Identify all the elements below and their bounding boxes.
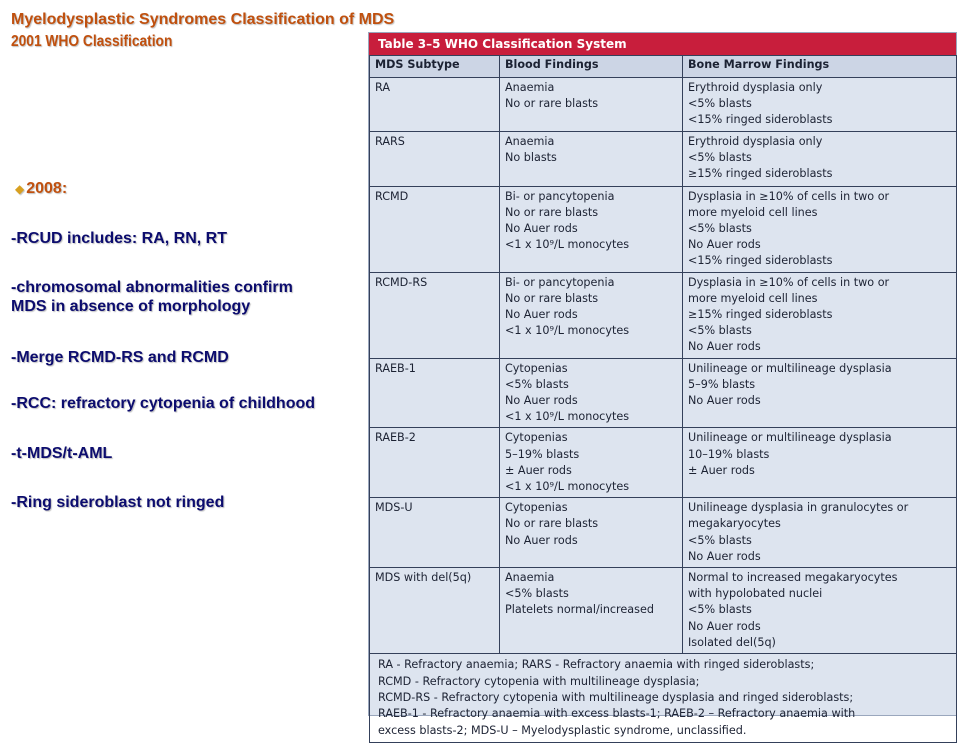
header-marrow: Bone Marrow Findings [683, 56, 957, 78]
blood-finding-line: Anaemia [505, 134, 555, 148]
note-item: -chromosomal abnormalities confirm [11, 279, 293, 296]
marrow-finding-line: <5% blasts [688, 222, 752, 236]
cell-blood-findings [500, 272, 683, 358]
marrow-finding-line: Unilineage dysplasia in granulocytes or [688, 501, 909, 515]
blood-finding-line: No or rare blasts [505, 517, 599, 531]
marrow-finding-line: <5% blasts [688, 324, 752, 338]
table-row [370, 186, 957, 272]
note-item: MDS in absence of morphology [11, 298, 251, 315]
blood-finding-line: Cytopenias [505, 431, 568, 445]
marrow-finding-line: 10–19% blasts [688, 447, 770, 461]
slide-title: Myelodysplastic Syndromes Classification of MDS [11, 11, 395, 28]
marrow-finding-line: 5–9% blasts [688, 377, 756, 391]
cell-blood-findings [500, 568, 683, 654]
slide-subtitle: 2001 WHO Classification [11, 33, 173, 50]
blood-finding-line: <1 x 10⁹/L monocytes [505, 324, 630, 338]
cell-marrow-findings [683, 498, 957, 568]
blood-finding-line: No Auer rods [505, 533, 578, 547]
blood-finding-line: Bi- or pancytopenia [505, 275, 615, 289]
cell-marrow-findings [683, 186, 957, 272]
marrow-finding-line: <5% blasts [688, 97, 752, 111]
blood-finding-line: Bi- or pancytopenia [505, 189, 615, 203]
cell-blood-findings [500, 498, 683, 568]
cell-marrow-findings [683, 568, 957, 654]
legend-line: RAEB-1 - Refractory anaemia with excess blasts-1; RAEB-2 – Refractory anaemia with [378, 707, 856, 721]
blood-finding-line: Cytopenias [505, 501, 568, 515]
marrow-finding-line: megakaryocytes [688, 517, 781, 531]
table-row [370, 78, 957, 132]
marrow-finding-line: Erythroid dysplasia only [688, 134, 823, 148]
blood-finding-line: ± Auer rods [505, 463, 572, 477]
blood-finding-line: <1 x 10⁹/L monocytes [505, 480, 630, 494]
cell-subtype: MDS-U [370, 498, 500, 568]
marrow-finding-line: ≥15% ringed sideroblasts [688, 308, 833, 322]
blood-finding-line: No Auer rods [505, 394, 578, 408]
blood-finding-line: <1 x 10⁹/L monocytes [505, 410, 630, 424]
blood-finding-line: No or rare blasts [505, 291, 599, 305]
header-blood: Blood Findings [500, 56, 683, 78]
note-item: -RCC: refractory cytopenia of childhood [11, 395, 316, 412]
cell-marrow-findings [683, 358, 957, 428]
marrow-finding-line: <15% ringed sideroblasts [688, 113, 833, 127]
cell-subtype: MDS with del(5q) [370, 568, 500, 654]
note-item: -Ring sideroblast not ringed [11, 494, 225, 511]
marrow-finding-line: Erythroid dysplasia only [688, 81, 823, 94]
marrow-finding-line: <5% blasts [688, 150, 752, 164]
cell-subtype: RARS [370, 131, 500, 186]
cell-blood-findings [500, 78, 683, 132]
marrow-finding-line: with hypolobated nuclei [688, 587, 823, 601]
cell-marrow-findings [683, 428, 957, 498]
cell-marrow-findings [683, 131, 957, 186]
marrow-finding-line: <5% blasts [688, 533, 752, 547]
marrow-finding-line: more myeloid cell lines [688, 291, 818, 305]
legend-line: RA - Refractory anaemia; RARS - Refractory anaemia with ringed sideroblasts; [378, 658, 815, 672]
marrow-finding-line: <5% blasts [688, 603, 752, 617]
marrow-finding-line: Normal to increased megakaryocytes [688, 571, 898, 585]
cell-marrow-findings [683, 78, 957, 132]
table-title: Table 3–5 WHO Classification System [369, 33, 956, 55]
marrow-finding-line: <15% ringed sideroblasts [688, 254, 833, 268]
blood-finding-line: Cytopenias [505, 361, 568, 375]
table-legend [370, 654, 957, 743]
marrow-finding-line: Isolated del(5q) [688, 635, 776, 649]
table-row [370, 498, 957, 568]
blood-finding-line: No or rare blasts [505, 205, 599, 219]
table-row [370, 428, 957, 498]
table-legend-row [370, 654, 957, 743]
blood-finding-line: No Auer rods [505, 308, 578, 322]
cell-subtype: RAEB-1 [370, 358, 500, 428]
table-row [370, 568, 957, 654]
blood-finding-line: No or rare blasts [505, 97, 599, 111]
blood-finding-line: Anaemia [505, 571, 555, 585]
legend-line: RCMD - Refractory cytopenia with multilineage dysplasia; [378, 674, 700, 688]
cell-subtype: RCMD [370, 186, 500, 272]
marrow-finding-line: No Auer rods [688, 340, 761, 354]
legend-line: excess blasts-2; MDS-U – Myelodysplastic syndrome, unclassified. [378, 723, 747, 737]
marrow-finding-line: ± Auer rods [688, 463, 755, 477]
blood-finding-line: <5% blasts [505, 587, 569, 601]
blood-finding-line: No blasts [505, 150, 557, 164]
who-table [369, 55, 957, 743]
cell-subtype: RCMD-RS [370, 272, 500, 358]
note-year [15, 180, 67, 198]
note-item: -Merge RCMD-RS and RCMD [11, 349, 229, 366]
cell-blood-findings [500, 428, 683, 498]
cell-blood-findings [500, 358, 683, 428]
legend-line: RCMD-RS - Refractory cytopenia with multilineage dysplasia and ringed sideroblasts; [378, 690, 854, 704]
blood-finding-line: 5–19% blasts [505, 447, 580, 461]
table-row [370, 272, 957, 358]
blood-finding-line: Platelets normal/increased [505, 603, 654, 617]
table-row [370, 358, 957, 428]
who-classification-table-image [368, 32, 957, 737]
cell-blood-findings [500, 186, 683, 272]
table-row [370, 131, 957, 186]
note-year-label: 2008: [26, 180, 68, 197]
blood-finding-line: Anaemia [505, 81, 555, 94]
cell-subtype: RAEB-2 [370, 428, 500, 498]
note-item: -RCUD includes: RA, RN, RT [11, 230, 227, 247]
blood-finding-line: No Auer rods [505, 222, 578, 236]
table-header-row [370, 56, 957, 78]
blood-finding-line: <5% blasts [505, 377, 569, 391]
marrow-finding-line: ≥15% ringed sideroblasts [688, 167, 833, 181]
marrow-finding-line: No Auer rods [688, 238, 761, 252]
marrow-finding-line: Dysplasia in ≥10% of cells in two or [688, 275, 890, 289]
marrow-finding-line: No Auer rods [688, 549, 761, 563]
note-item: -t-MDS/t-AML [11, 445, 113, 462]
marrow-finding-line: No Auer rods [688, 619, 761, 633]
marrow-finding-line: Unilineage or multilineage dysplasia [688, 361, 892, 375]
cell-marrow-findings [683, 272, 957, 358]
marrow-finding-line: more myeloid cell lines [688, 205, 818, 219]
cell-subtype: RA [370, 78, 500, 132]
marrow-finding-line: Dysplasia in ≥10% of cells in two or [688, 189, 890, 203]
marrow-finding-line: No Auer rods [688, 394, 761, 408]
cell-blood-findings [500, 131, 683, 186]
marrow-finding-line: Unilineage or multilineage dysplasia [688, 431, 892, 445]
blood-finding-line: <1 x 10⁹/L monocytes [505, 238, 630, 252]
diamond-bullet-icon: ◆ [15, 182, 25, 196]
header-subtype: MDS Subtype [370, 56, 500, 78]
